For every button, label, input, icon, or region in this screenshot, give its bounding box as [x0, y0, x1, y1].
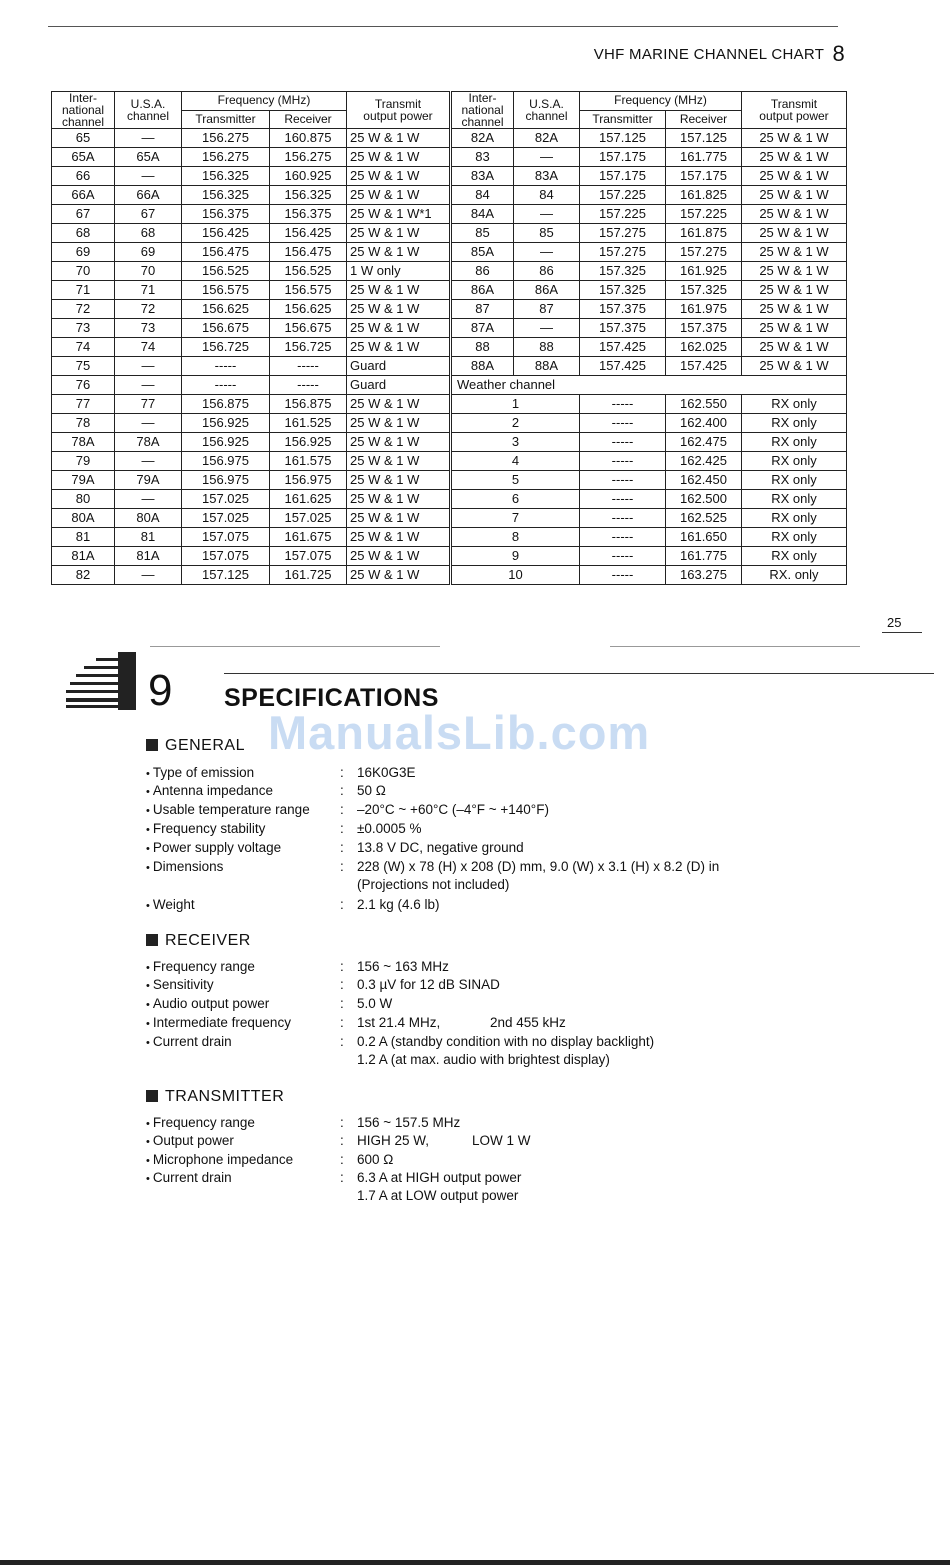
table-row — [52, 319, 847, 338]
table-cell: RX only — [742, 528, 847, 547]
table-row — [52, 148, 847, 167]
table-cell: 157.175 — [666, 167, 742, 186]
table-cell: 156.275 — [270, 148, 347, 167]
table-cell: 79A — [52, 471, 115, 490]
transmitter-heading: TRANSMITTER — [146, 1088, 284, 1106]
table-cell: 74 — [52, 338, 115, 357]
table-cell: 25 W & 1 W*1 — [347, 205, 451, 224]
table-cell: 156.425 — [270, 224, 347, 243]
table-row — [52, 566, 847, 585]
table-cell: 157.225 — [666, 205, 742, 224]
table-cell: 86A — [514, 281, 580, 300]
table-cell: ----- — [580, 528, 666, 547]
table-cell: 161.575 — [270, 452, 347, 471]
table-cell: 157.075 — [182, 547, 270, 566]
weather-channel-number: 7 — [451, 509, 580, 528]
table-cell: 157.275 — [580, 243, 666, 262]
table-cell: 157.075 — [182, 528, 270, 547]
header-frequency: Frequency (MHz) — [182, 92, 347, 111]
section-number: 9 — [148, 666, 173, 715]
table-cell: 157.325 — [580, 281, 666, 300]
table-cell: 87 — [451, 300, 514, 319]
table-cell: 25 W & 1 W — [347, 414, 451, 433]
table-cell: 77 — [115, 395, 182, 414]
table-cell: RX only — [742, 490, 847, 509]
table-row — [52, 357, 847, 376]
header-output-power: Transmit output power — [742, 92, 847, 129]
table-cell: 81 — [52, 528, 115, 547]
table-cell: 157.175 — [580, 148, 666, 167]
section-rule — [224, 673, 934, 674]
table-cell: 25 W & 1 W — [347, 452, 451, 471]
weather-channel-number: 6 — [451, 490, 580, 509]
receiver-heading: RECEIVER — [146, 932, 251, 950]
table-cell: RX only — [742, 414, 847, 433]
weather-channel-number: 2 — [451, 414, 580, 433]
table-cell: 156.725 — [182, 338, 270, 357]
table-cell: 157.075 — [270, 547, 347, 566]
table-cell: 25 W & 1 W — [742, 148, 847, 167]
table-cell: 161.775 — [666, 148, 742, 167]
table-cell: 83A — [451, 167, 514, 186]
table-cell: 68 — [52, 224, 115, 243]
weather-channel-number: 8 — [451, 528, 580, 547]
header-transmitter: Transmitter — [182, 110, 270, 129]
header-output-power: Transmit output power — [347, 92, 451, 129]
table-cell: 25 W & 1 W — [742, 262, 847, 281]
table-cell: RX only — [742, 547, 847, 566]
table-cell: 157.275 — [580, 224, 666, 243]
table-cell: ----- — [580, 433, 666, 452]
table-row — [52, 281, 847, 300]
table-cell: 83A — [514, 167, 580, 186]
table-cell: 156.925 — [270, 433, 347, 452]
table-cell: 161.725 — [270, 566, 347, 585]
table-row — [52, 509, 847, 528]
watermark: ManualsLib.com — [268, 706, 651, 759]
table-cell: 81A — [115, 547, 182, 566]
table-cell: RX only — [742, 433, 847, 452]
table-cell: 84 — [514, 186, 580, 205]
faint-rule — [150, 646, 440, 647]
table-cell: 88 — [451, 338, 514, 357]
table-cell: 156.275 — [182, 129, 270, 148]
table-cell: 157.025 — [270, 509, 347, 528]
general-heading: GENERAL — [146, 737, 245, 755]
table-cell: RX. only — [742, 566, 847, 585]
table-cell: 157.225 — [580, 186, 666, 205]
table-cell: 157.425 — [580, 357, 666, 376]
table-cell: ----- — [270, 376, 347, 395]
header-usa-channel: U.S.A. channel — [514, 92, 580, 129]
table-cell: ----- — [580, 509, 666, 528]
table-cell: 65A — [115, 148, 182, 167]
table-cell: 83 — [451, 148, 514, 167]
table-cell: 161.625 — [270, 490, 347, 509]
table-cell: 71 — [52, 281, 115, 300]
table-row — [52, 528, 847, 547]
table-cell: 79 — [52, 452, 115, 471]
table-cell: — — [115, 129, 182, 148]
table-cell: 86A — [451, 281, 514, 300]
header-intl-channel: Inter- national channel — [451, 92, 514, 129]
table-cell: — — [514, 243, 580, 262]
table-cell: — — [115, 566, 182, 585]
table-cell: 80A — [115, 509, 182, 528]
table-row — [52, 186, 847, 205]
table-cell: 156.675 — [270, 319, 347, 338]
weather-channel-title: Weather channel — [451, 376, 847, 395]
table-cell: 161.825 — [666, 186, 742, 205]
table-row — [52, 471, 847, 490]
chart-header-title: VHF MARINE CHANNEL CHART — [593, 46, 824, 63]
table-cell: 25 W & 1 W — [742, 224, 847, 243]
table-cell: 65 — [52, 129, 115, 148]
table-cell: 25 W & 1 W — [347, 243, 451, 262]
table-row — [52, 243, 847, 262]
table-cell: 156.325 — [182, 167, 270, 186]
table-cell: 162.450 — [666, 471, 742, 490]
table-cell: ----- — [580, 471, 666, 490]
table-cell: 156.475 — [270, 243, 347, 262]
table-cell: 88A — [451, 357, 514, 376]
table-cell: ----- — [580, 490, 666, 509]
table-cell: 156.525 — [270, 262, 347, 281]
table-cell: 82A — [451, 129, 514, 148]
table-cell: Guard — [347, 357, 451, 376]
table-cell: 72 — [52, 300, 115, 319]
table-row — [52, 300, 847, 319]
table-cell: 72 — [115, 300, 182, 319]
table-cell: 156.925 — [182, 433, 270, 452]
table-cell: — — [115, 414, 182, 433]
table-cell: 25 W & 1 W — [347, 547, 451, 566]
table-cell: 85 — [451, 224, 514, 243]
table-cell: 25 W & 1 W — [742, 338, 847, 357]
table-cell: 157.375 — [580, 300, 666, 319]
table-cell: 25 W & 1 W — [347, 300, 451, 319]
table-cell: 25 W & 1 W — [347, 490, 451, 509]
table-cell: 25 W & 1 W — [347, 433, 451, 452]
table-cell: — — [115, 376, 182, 395]
table-cell: 77 — [52, 395, 115, 414]
table-cell: 81A — [52, 547, 115, 566]
table-cell: 162.525 — [666, 509, 742, 528]
table-cell: 82 — [52, 566, 115, 585]
table-cell: 69 — [52, 243, 115, 262]
table-cell: 162.550 — [666, 395, 742, 414]
table-cell: 66A — [52, 186, 115, 205]
table-cell: 25 W & 1 W — [742, 167, 847, 186]
table-cell: RX only — [742, 471, 847, 490]
table-cell: 74 — [115, 338, 182, 357]
table-cell: 68 — [115, 224, 182, 243]
table-cell: ----- — [580, 395, 666, 414]
square-bullet-icon — [146, 739, 158, 751]
table-row — [52, 490, 847, 509]
table-row — [52, 414, 847, 433]
table-cell: 88A — [514, 357, 580, 376]
table-cell: 80 — [52, 490, 115, 509]
table-cell: ----- — [580, 414, 666, 433]
table-cell: 70 — [52, 262, 115, 281]
table-cell: 75 — [52, 357, 115, 376]
table-cell: RX only — [742, 452, 847, 471]
table-cell: 25 W & 1 W — [742, 243, 847, 262]
table-cell: 162.500 — [666, 490, 742, 509]
table-row — [52, 167, 847, 186]
faint-rule — [610, 646, 860, 647]
table-cell: 156.725 — [270, 338, 347, 357]
table-cell: 161.525 — [270, 414, 347, 433]
table-row — [52, 338, 847, 357]
table-cell: 157.175 — [580, 167, 666, 186]
table-cell: 25 W & 1 W — [347, 167, 451, 186]
header-usa-channel: U.S.A. channel — [115, 92, 182, 129]
table-cell: 66A — [115, 186, 182, 205]
section-title: SPECIFICATIONS — [224, 684, 439, 712]
table-cell: 86 — [514, 262, 580, 281]
table-cell: 25 W & 1 W — [347, 338, 451, 357]
header-transmitter: Transmitter — [580, 110, 666, 129]
table-cell: 156.475 — [182, 243, 270, 262]
table-cell: 25 W & 1 W — [742, 281, 847, 300]
weather-channel-number: 10 — [451, 566, 580, 585]
table-cell: 25 W & 1 W — [347, 395, 451, 414]
table-cell: 71 — [115, 281, 182, 300]
table-cell: Guard — [347, 376, 451, 395]
table-cell: 25 W & 1 W — [742, 357, 847, 376]
top-rule — [48, 26, 838, 27]
weather-channel-number: 1 — [451, 395, 580, 414]
table-cell: 25 W & 1 W — [347, 509, 451, 528]
chart-header — [0, 41, 845, 67]
square-bullet-icon — [146, 934, 158, 946]
weather-channel-number: 3 — [451, 433, 580, 452]
table-row — [52, 224, 847, 243]
table-cell: 82A — [514, 129, 580, 148]
table-cell: 157.375 — [666, 319, 742, 338]
square-bullet-icon — [146, 1090, 158, 1102]
table-cell: 78A — [115, 433, 182, 452]
table-cell: 25 W & 1 W — [742, 186, 847, 205]
table-cell: 156.925 — [182, 414, 270, 433]
table-cell: 156.525 — [182, 262, 270, 281]
table-cell: RX only — [742, 509, 847, 528]
table-cell: 157.025 — [182, 509, 270, 528]
table-cell: 156.625 — [270, 300, 347, 319]
table-row — [52, 395, 847, 414]
table-cell: 65A — [52, 148, 115, 167]
table-row — [52, 376, 847, 395]
table-cell: 25 W & 1 W — [347, 186, 451, 205]
weather-channel-number: 4 — [451, 452, 580, 471]
table-cell: 161.650 — [666, 528, 742, 547]
table-cell: 160.925 — [270, 167, 347, 186]
table-cell: ----- — [580, 566, 666, 585]
table-cell: 162.400 — [666, 414, 742, 433]
header-receiver: Receiver — [270, 110, 347, 129]
table-cell: ----- — [270, 357, 347, 376]
table-cell: 25 W & 1 W — [347, 129, 451, 148]
table-cell: 157.425 — [580, 338, 666, 357]
table-cell: 84A — [451, 205, 514, 224]
table-cell: 73 — [52, 319, 115, 338]
table-cell: 161.775 — [666, 547, 742, 566]
table-cell: — — [115, 167, 182, 186]
table-cell: 156.625 — [182, 300, 270, 319]
table-cell: 79A — [115, 471, 182, 490]
table-cell: 70 — [115, 262, 182, 281]
table-cell: 157.375 — [580, 319, 666, 338]
table-cell: 66 — [52, 167, 115, 186]
table-cell: 156.375 — [182, 205, 270, 224]
header-intl-channel: Inter- national channel — [52, 92, 115, 129]
table-cell: — — [115, 452, 182, 471]
table-cell: 161.975 — [666, 300, 742, 319]
table-cell: 156.275 — [182, 148, 270, 167]
page-number: 25 — [887, 615, 902, 630]
table-cell: 67 — [52, 205, 115, 224]
table-cell: 163.275 — [666, 566, 742, 585]
table-cell: 156.575 — [182, 281, 270, 300]
table-cell: 156.975 — [182, 471, 270, 490]
table-cell: — — [514, 319, 580, 338]
table-row — [52, 547, 847, 566]
table-cell: 25 W & 1 W — [347, 224, 451, 243]
weather-channel-number: 9 — [451, 547, 580, 566]
table-cell: 25 W & 1 W — [742, 205, 847, 224]
table-cell: 156.325 — [270, 186, 347, 205]
table-cell: ----- — [182, 357, 270, 376]
table-cell: 157.225 — [580, 205, 666, 224]
table-cell: 157.275 — [666, 243, 742, 262]
table-cell: 157.125 — [580, 129, 666, 148]
table-cell: 156.375 — [270, 205, 347, 224]
table-cell: 85 — [514, 224, 580, 243]
table-cell: 157.325 — [580, 262, 666, 281]
table-cell: 161.925 — [666, 262, 742, 281]
table-cell: 67 — [115, 205, 182, 224]
channel-table — [51, 91, 847, 585]
table-cell: 156.325 — [182, 186, 270, 205]
table-cell: — — [115, 357, 182, 376]
page-bottom-edge — [0, 1560, 950, 1565]
table-cell: 161.875 — [666, 224, 742, 243]
table-cell: 76 — [52, 376, 115, 395]
table-cell: — — [115, 490, 182, 509]
table-cell: 87 — [514, 300, 580, 319]
table-cell: 25 W & 1 W — [347, 319, 451, 338]
table-cell: 156.875 — [182, 395, 270, 414]
table-cell: 25 W & 1 W — [347, 471, 451, 490]
table-cell: 25 W & 1 W — [742, 300, 847, 319]
table-cell: ----- — [182, 376, 270, 395]
table-cell: 156.675 — [182, 319, 270, 338]
table-cell: 25 W & 1 W — [742, 129, 847, 148]
table-cell: 157.325 — [666, 281, 742, 300]
table-cell: 85A — [451, 243, 514, 262]
table-row — [52, 262, 847, 281]
table-cell: 81 — [115, 528, 182, 547]
table-cell: 162.025 — [666, 338, 742, 357]
table-cell: ----- — [580, 452, 666, 471]
table-cell: 156.975 — [182, 452, 270, 471]
table-cell: 25 W & 1 W — [347, 528, 451, 547]
table-cell: 84 — [451, 186, 514, 205]
table-cell: 88 — [514, 338, 580, 357]
table-cell: — — [514, 148, 580, 167]
chapter-number: 8 — [832, 41, 845, 66]
table-cell: 157.125 — [666, 129, 742, 148]
table-cell: 160.875 — [270, 129, 347, 148]
table-cell: 78 — [52, 414, 115, 433]
table-cell: 25 W & 1 W — [347, 148, 451, 167]
table-cell: 25 W & 1 W — [742, 319, 847, 338]
table-cell: 162.425 — [666, 452, 742, 471]
table-row — [52, 433, 847, 452]
table-cell: RX only — [742, 395, 847, 414]
table-cell: 1 W only — [347, 262, 451, 281]
section-tab-icon — [66, 652, 136, 710]
table-cell: 25 W & 1 W — [347, 281, 451, 300]
page-number-rule — [882, 632, 922, 633]
table-cell: 87A — [451, 319, 514, 338]
table-row — [52, 452, 847, 471]
table-row — [52, 129, 847, 148]
table-cell: 156.575 — [270, 281, 347, 300]
header-frequency: Frequency (MHz) — [580, 92, 742, 111]
table-cell: 157.025 — [182, 490, 270, 509]
table-cell: 157.425 — [666, 357, 742, 376]
table-row — [52, 205, 847, 224]
table-cell: 80A — [52, 509, 115, 528]
table-cell: 86 — [451, 262, 514, 281]
table-cell: 73 — [115, 319, 182, 338]
table-cell: ----- — [580, 547, 666, 566]
table-cell: 161.675 — [270, 528, 347, 547]
table-cell: 162.475 — [666, 433, 742, 452]
table-cell: 69 — [115, 243, 182, 262]
table-cell: 157.125 — [182, 566, 270, 585]
table-cell: 156.425 — [182, 224, 270, 243]
table-cell: — — [514, 205, 580, 224]
weather-channel-number: 5 — [451, 471, 580, 490]
table-cell: 156.975 — [270, 471, 347, 490]
header-receiver: Receiver — [666, 110, 742, 129]
table-cell: 156.875 — [270, 395, 347, 414]
table-cell: 25 W & 1 W — [347, 566, 451, 585]
table-cell: 78A — [52, 433, 115, 452]
